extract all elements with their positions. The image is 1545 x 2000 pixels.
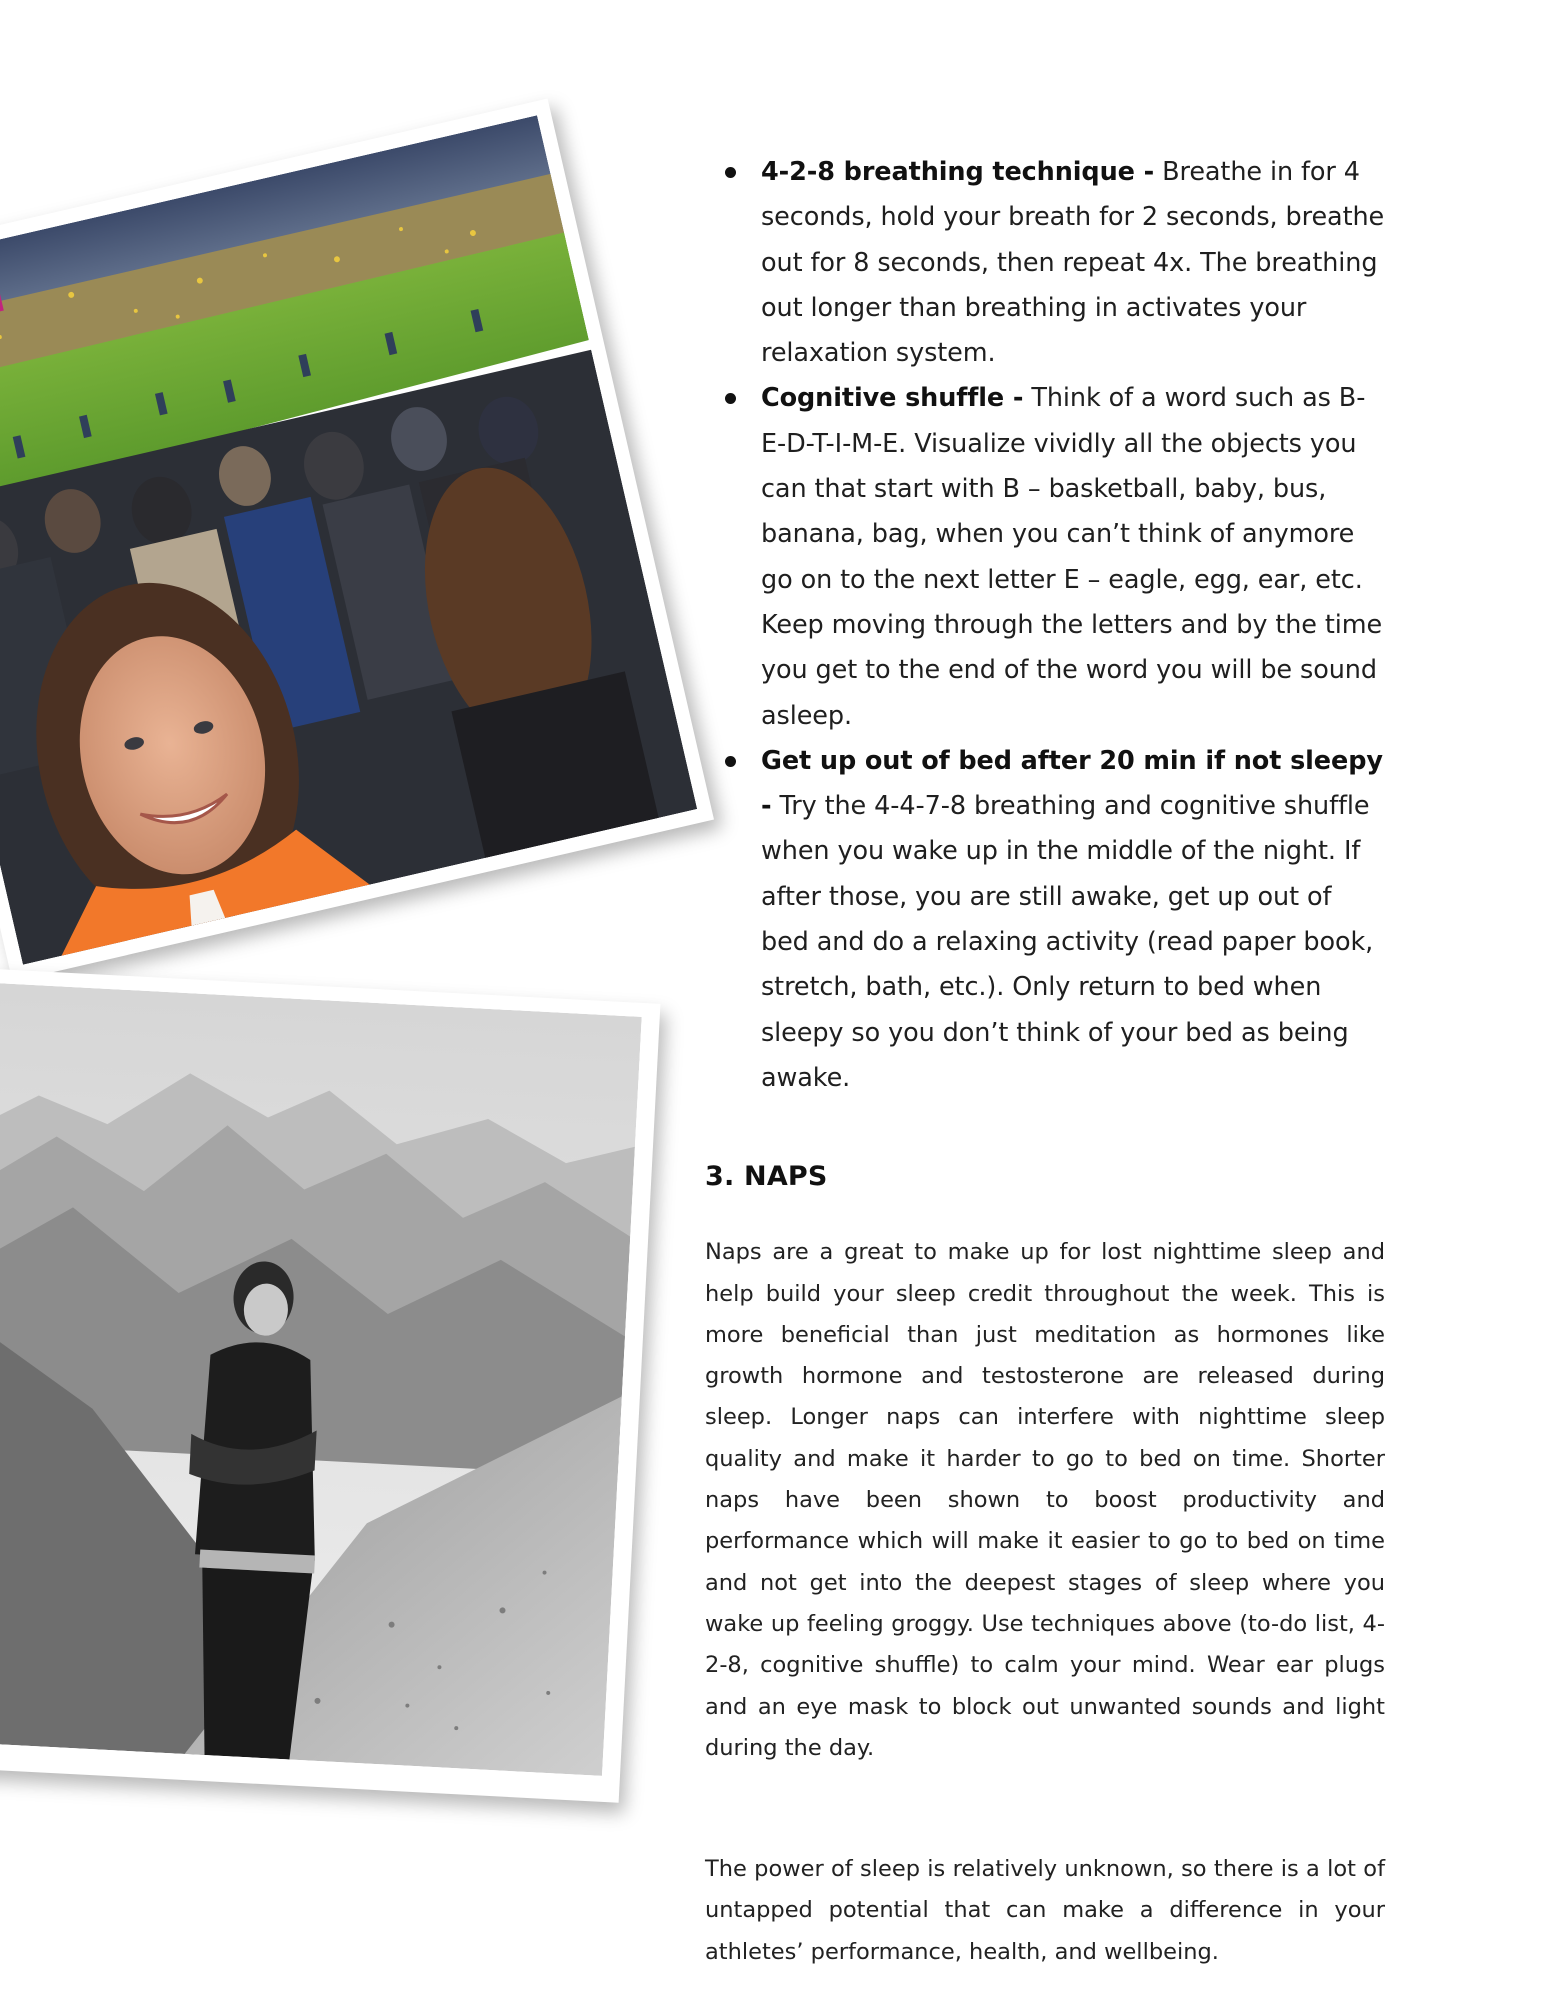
mountain-portrait-image	[0, 982, 642, 1776]
closing-paragraph: The power of sleep is relatively unknown, so there is a lot of untapped potential that can make a difference in your athletes’ performance, health, and wellbeing.	[705, 1856, 1385, 1965]
stadium-selfie-photo	[0, 99, 714, 982]
tip-text: Think of a word such as B-E-D-T-I-M-E. Visualize vividly all the objects you can that start with B – basketball, baby, bus, banana, bag, when you can’t think of anymore go on to the next letter E – eagle, egg, ear, etc. Keep moving through the letters and by the time you get to the end of the word you will be sound asleep.	[761, 383, 1383, 731]
tip-text: Try the 4-4-7-8 breathing and cognitive shuffle when you wake up in the middle of the night. If after those, you are still awake, get up out of bed and do a relaxing activity (read paper book, stretch, bath, etc.). Only return to bed when sleepy so you don’t think of your bed as being awake.	[761, 791, 1374, 1093]
mountain-portrait-photo	[0, 967, 660, 1803]
naps-paragraph: Naps are a great to make up for lost nighttime sleep and help build your sleep credit throughout the week. This is more beneficial than just meditation as hormones like growth hormone and testosterone are released during sleep. Longer naps can interfere with nighttime sleep quality and make it harder to go to bed on time. Shorter naps have been shown to boost productivity and performance which will make it easier to go to bed on time and not get into the deepest stages of sleep where you wake up feeling groggy. Use techniques above (to-do list, 4-2-8, cognitive shuffle) to calm your mind. Wear ear plugs and an eye mask to block out unwanted sounds and light during the day.	[705, 1239, 1385, 1761]
tip-title: 4-2-8 breathing technique -	[761, 157, 1155, 187]
stadium-selfie-image	[0, 115, 697, 964]
tip-title: Get up out of bed after 20 min if not sleepy -	[761, 745, 1383, 822]
bullet-icon	[725, 167, 736, 178]
bullet-icon	[725, 756, 736, 767]
list-item	[705, 150, 1385, 376]
article-text-column	[705, 150, 1385, 1973]
tip-title: Cognitive shuffle -	[761, 383, 1024, 414]
list-item	[705, 739, 1385, 1101]
list-item	[705, 376, 1385, 738]
tip-text: Breathe in for 4 seconds, hold your breath for 2 seconds, breathe out for 8 seconds, then repeat 4x. The breathing out longer than breathing in activates your relaxation system.	[761, 157, 1385, 369]
sleep-tips-list	[705, 150, 1385, 1101]
naps-heading: 3. NAPS	[705, 1161, 828, 1193]
bullet-icon	[725, 393, 736, 404]
